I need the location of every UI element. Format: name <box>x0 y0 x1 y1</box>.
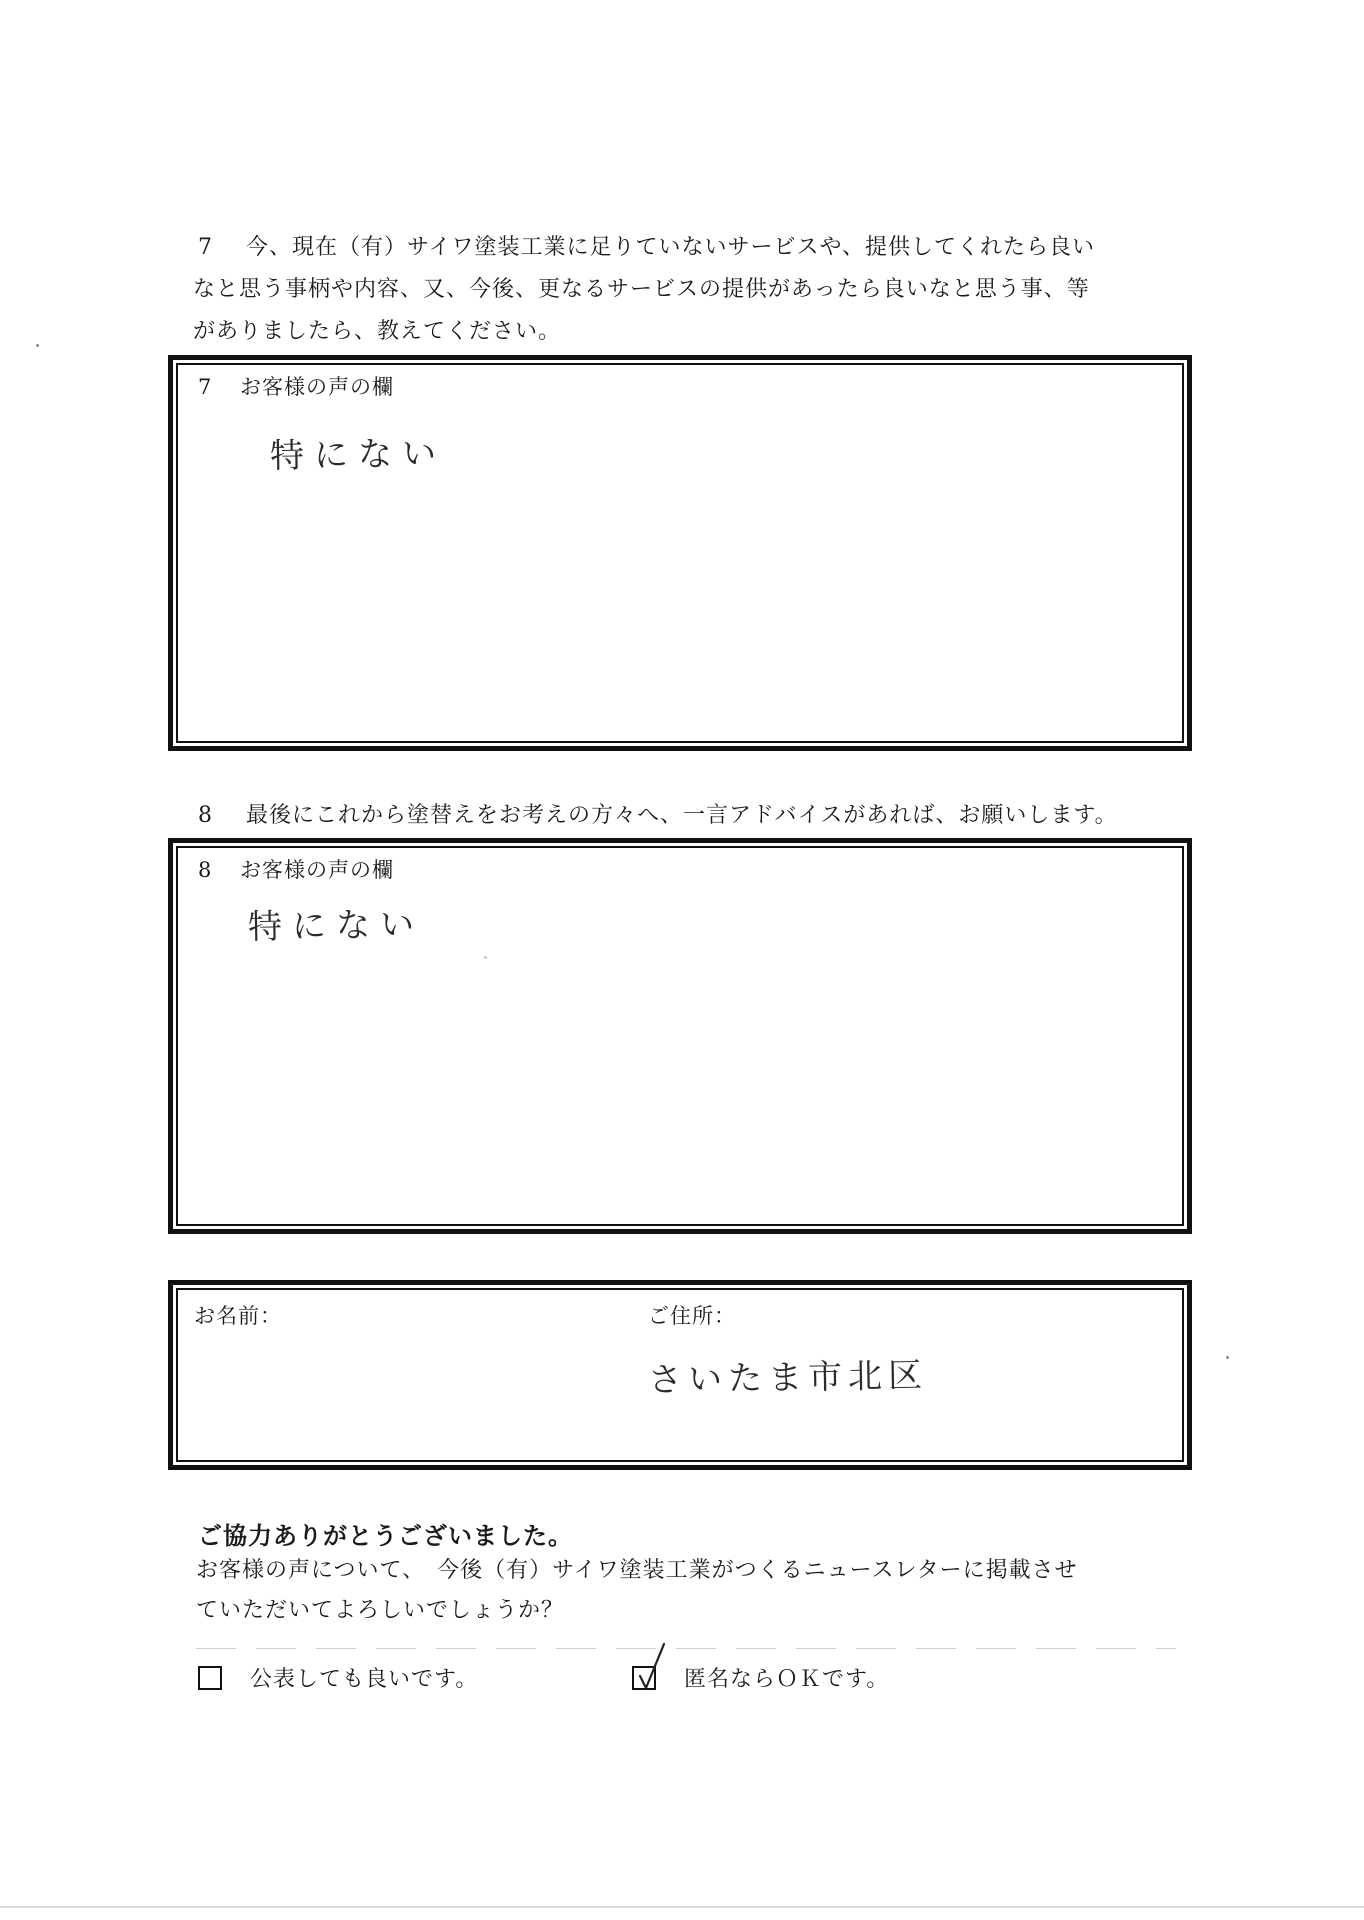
check-mark-icon <box>634 1642 668 1694</box>
scan-speck <box>484 956 487 959</box>
public-checkbox[interactable] <box>198 1666 222 1690</box>
consent-question-line-1: お客様の声について、 今後（有）サイワ塗装工業がつくるニュースレターに掲載させ <box>196 1558 1078 1583</box>
question-7-line-2: なと思う事柄や内容、又、今後、更なるサービスの提供があったら良いなと思う事、等 <box>193 277 1090 302</box>
question-7-number: 7 <box>198 235 213 260</box>
scan-speck <box>1226 1356 1229 1359</box>
question-7-line-3: がありましたら、教えてください。 <box>193 319 562 344</box>
question-8: 8 最後にこれから塗替えをお考えの方々へ、一言アドバイスがあれば、お願いします。 <box>198 796 1118 835</box>
answer-box-7 <box>168 355 1192 751</box>
name-label: お名前： <box>194 1304 282 1328</box>
thanks-message: ご協力ありがとうございました。 <box>198 1521 573 1550</box>
option-public-label: 公表しても良いです。 <box>250 1667 479 1692</box>
address-handwritten-value: さいたま市北区 <box>647 1355 929 1401</box>
option-anonymous-label: 匿名ならＯＫです。 <box>684 1667 890 1692</box>
faint-divider <box>196 1648 1176 1649</box>
answer-7-handwritten-text: 特にない <box>269 433 447 477</box>
option-public[interactable] <box>198 1662 478 1693</box>
answer-box-8-label: 8 お客様の声の欄 <box>198 858 394 882</box>
address-label: ご住所： <box>648 1304 736 1328</box>
consent-question-line-2: ていただいてよろしいでしょうか？ <box>196 1598 565 1623</box>
page-edge-line <box>0 1906 1364 1908</box>
scan-speck <box>36 344 39 347</box>
answer-box-7-label: 7 お客様の声の欄 <box>198 375 394 399</box>
anonymous-checkbox[interactable] <box>632 1666 656 1690</box>
contact-info-box <box>168 1280 1192 1470</box>
question-7-line-1: 7 今、現在（有）サイワ塗装工業に足りていないサービスや、提供してくれたら良い <box>198 228 1095 267</box>
question-8-number: 8 <box>198 803 213 828</box>
answer-8-handwritten-text: 特にない <box>247 904 425 948</box>
option-anonymous[interactable] <box>632 1662 889 1693</box>
answer-box-8 <box>168 838 1192 1234</box>
